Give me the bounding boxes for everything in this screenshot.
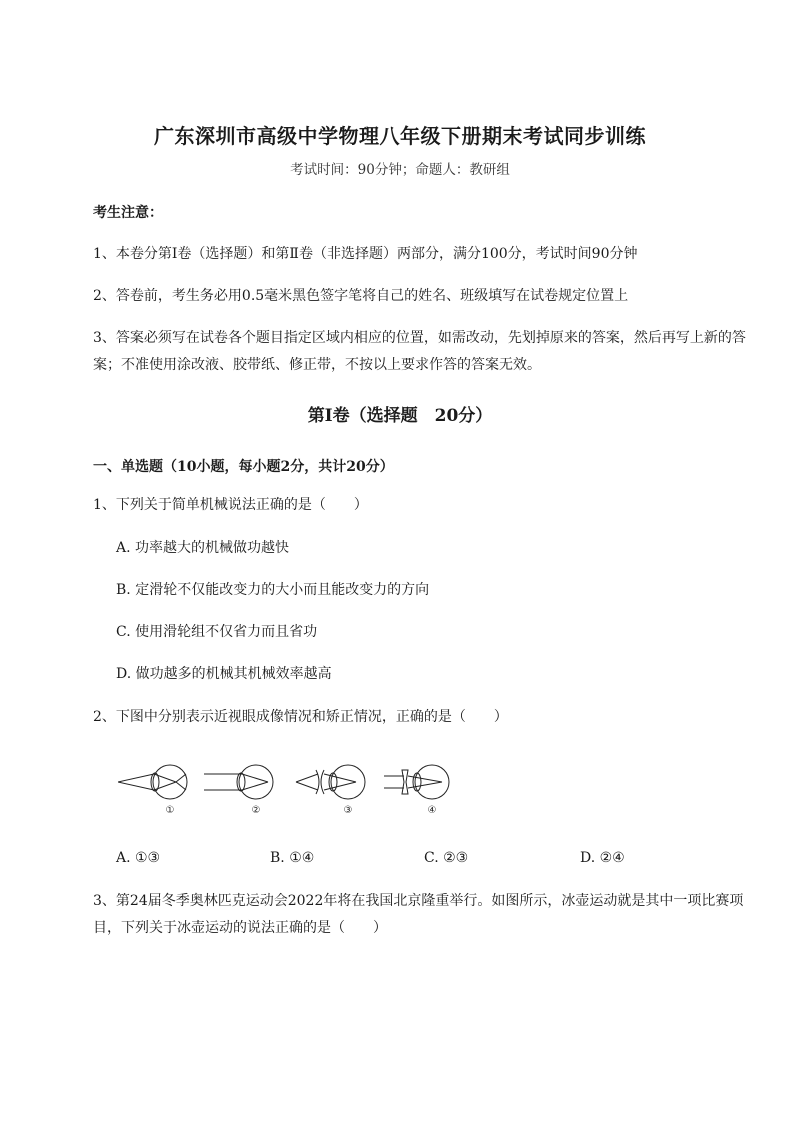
question-2-option-d: D. ②④: [580, 850, 625, 866]
question-2-option-c: C. ②③: [424, 850, 469, 866]
question-1-option-d: D. 做功越多的机械其机械效率越高: [116, 666, 332, 682]
question-3-stem: 3、第24届冬季奥林匹克运动会2022年将在我国北京隆重举行。如图所示，冰壶运动就是其中一项比赛项目，下列关于冰壶运动的说法正确的是（ ）: [93, 893, 744, 936]
section-title: 第Ⅰ卷（选择题 20分）: [307, 406, 493, 426]
question-1-stem: 1、下列关于简单机械说法正确的是（ ）: [93, 497, 368, 513]
figure-label-1: ①: [165, 805, 175, 816]
notice-item-2: 2、答卷前，考生务必用0.5毫米黑色签字笔将自己的姓名、班级填写在试卷规定位置上: [93, 288, 629, 304]
section-subheading: 一、单选题（10小题，每小题2分，共计20分）: [93, 459, 394, 475]
question-2-option-b: B. ①④: [270, 850, 315, 866]
notice-item-1: 1、本卷分第Ⅰ卷（选择题）和第Ⅱ卷（非选择题）两部分，满分100分，考试时间90分钟: [93, 246, 638, 262]
question-1-option-b: B. 定滑轮不仅能改变力的大小而且能改变力的方向: [116, 582, 430, 598]
eye-diagram-1: [118, 765, 187, 799]
eye-diagram-3: [296, 765, 365, 799]
question-2-stem: 2、下图中分别表示近视眼成像情况和矫正情况，正确的是（ ）: [93, 709, 508, 725]
page-subtitle: 考试时间：90分钟；命题人：教研组: [290, 162, 510, 178]
eye-diagram-2: [204, 765, 273, 799]
question-1-option-a: A. 功率越大的机械做功越快: [116, 540, 290, 556]
notice-item-3: 3、答案必须写在试卷各个题目指定区域内相应的位置，如需改动，先划掉原来的答案，然后再写上新的答案；不准使用涂改液、胶带纸、修正带，不按以上要求作答的答案无效。: [93, 330, 746, 373]
question-2-option-a: A. ①③: [116, 850, 161, 866]
eye-diagram-figure: [118, 760, 458, 818]
notice-heading: 考生注意：: [93, 205, 163, 221]
page-title: 广东深圳市高级中学物理八年级下册期末考试同步训练: [154, 124, 646, 148]
question-1-option-c: C. 使用滑轮组不仅省力而且省功: [116, 624, 318, 640]
figure-label-4: ④: [427, 805, 437, 816]
eye-diagram-4: [384, 765, 449, 799]
figure-label-2: ②: [251, 805, 261, 816]
figure-label-3: ③: [343, 805, 353, 816]
